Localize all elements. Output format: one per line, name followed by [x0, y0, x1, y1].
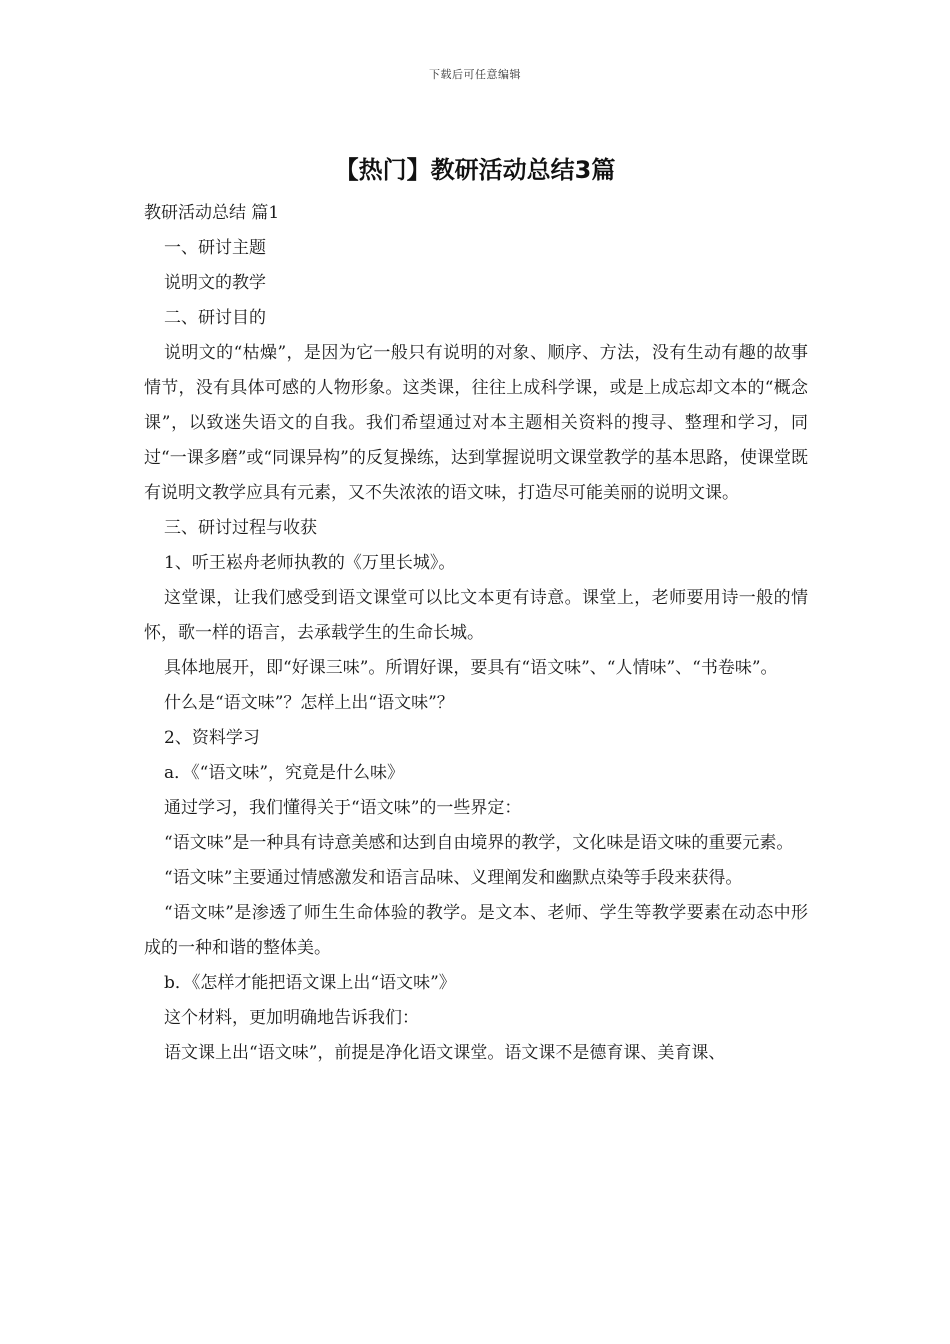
paragraph: 这个材料，更加明确地告诉我们： [164, 1008, 419, 1028]
paragraph: a．《“语文味”，究竟是什么味》 [164, 763, 405, 783]
paragraph: 三、研讨过程与收获 [164, 518, 317, 538]
paragraph: “语文味”是一种具有诗意美感和达到自由境界的教学，文化味是语文味的重要元素。 [164, 833, 794, 853]
paragraph: 说明文的教学 [164, 273, 266, 293]
document-title: 【热门】教研活动总结3篇 [334, 156, 616, 184]
paragraph: “语文味”是渗透了师生生命体验的教学。是文本、老师、学生等教学要素在动态中形成的一种和谐的整体美。 [144, 903, 808, 958]
paragraph: 二、研讨目的 [164, 308, 266, 328]
paragraph: 1、听王崧舟老师执教的《万里长城》。 [164, 553, 456, 573]
paragraph: 语文课上出“语文味”，前提是净化语文课堂。语文课不是德育课、美育课、 [164, 1043, 726, 1063]
section-heading: 教研活动总结 篇1 [144, 203, 280, 223]
paragraph: “语文味”主要通过情感激发和语言品味、义理阐发和幽默点染等手段来获得。 [164, 868, 743, 888]
document-body [144, 196, 808, 1071]
paragraph: 一、研讨主题 [164, 238, 266, 258]
paragraph: b．《怎样才能把语文课上出“语文味”》 [164, 973, 456, 993]
paragraph: 具体地展开，即“好课三味”。所谓好课，要具有“语文味”、“人情味”、“书卷味”。 [164, 658, 778, 678]
paragraph: 这堂课，让我们感受到语文课堂可以比文本更有诗意。课堂上，老师要用诗一般的情怀，歌一样的语言，去承载学生的生命长城。 [144, 588, 808, 643]
page-header-note: 下载后可任意编辑 [429, 68, 521, 81]
paragraph: 通过学习，我们懂得关于“语文味”的一些界定： [164, 798, 522, 818]
paragraph: 说明文的“枯燥”，是因为它一般只有说明的对象、顺序、方法，没有生动有趣的故事情节，没有具体可感的人物形象。这类课，往往上成科学课，或是上成忘却文本的“概念课”，以致迷失语文的自我。我们希望通过对本主题相关资料的搜寻、整理和学习，同过“一课多磨”或“同课异构”的反复操练，达到掌握说明文课堂教学的基本思路，使课堂既有说明文教学应具有元素，又不失浓浓的语文味，打造尽可能美丽的说明文课。 [144, 343, 808, 503]
paragraph: 什么是“语文味”？怎样上出“语文味”？ [164, 693, 454, 713]
paragraph: 2、资料学习 [164, 728, 260, 748]
